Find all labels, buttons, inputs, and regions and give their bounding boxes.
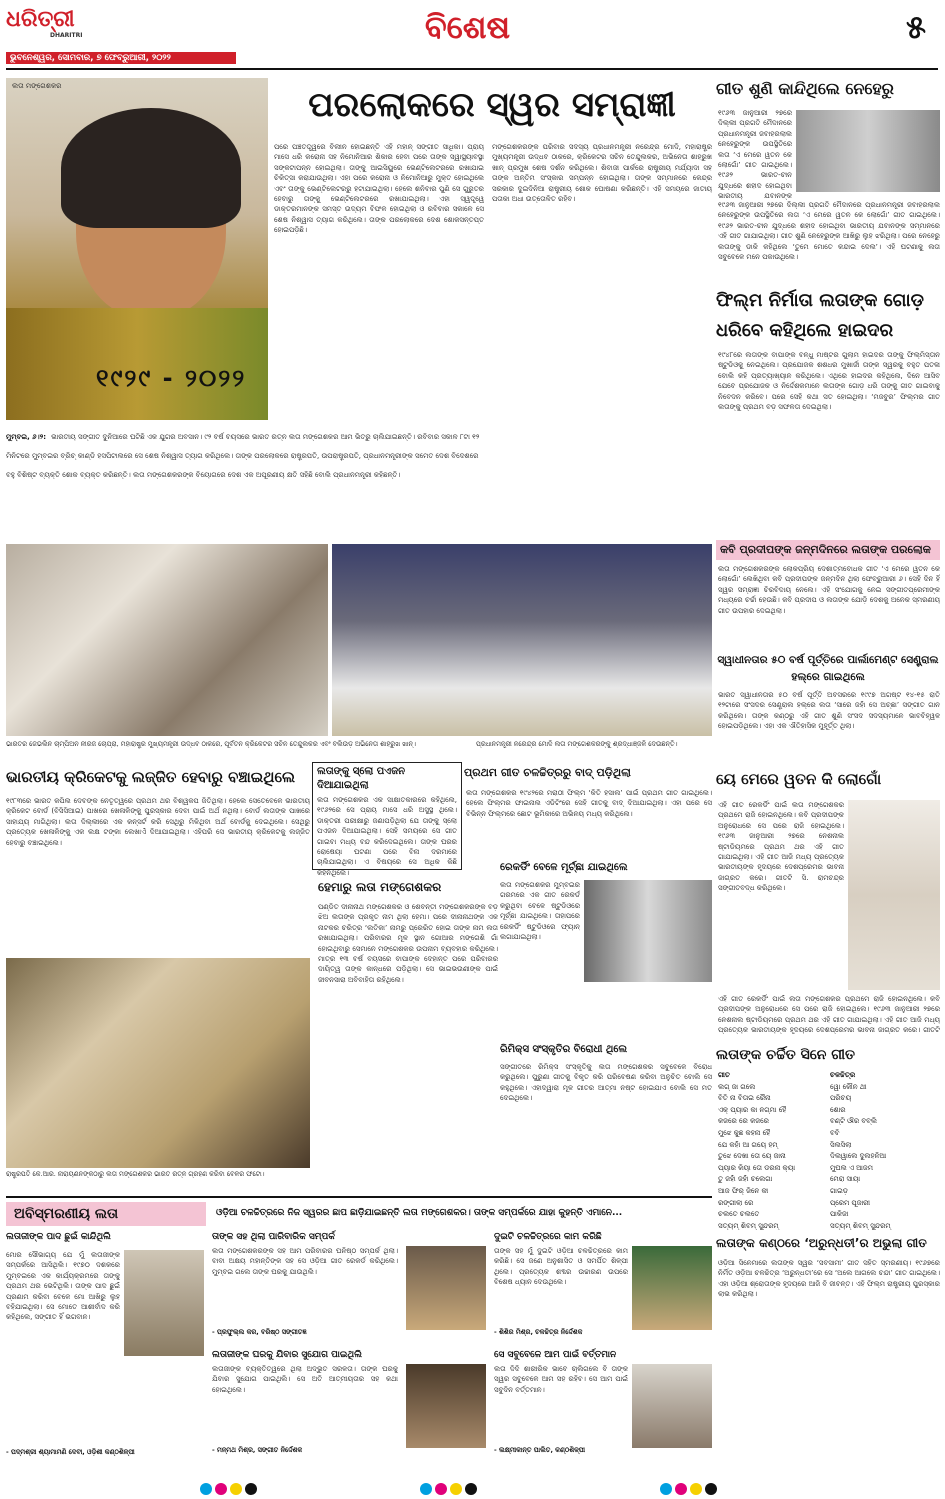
song-film: ବଣ୍ଟି ଔର ବବ୍‌ଲି	[830, 1117, 878, 1126]
song-title: ଯେ କହାଁ ଆ ଗୟେ ହମ୍	[718, 1140, 778, 1149]
logo-subtext: DHARITRI	[50, 32, 83, 39]
print-color-swatch	[245, 1483, 257, 1495]
lead-column-1: ପରେ ପଞ୍ଚତତ୍ତ୍ୱରେ ବିଲୀନ ହୋଇଛନ୍ତି ଏହି ମହାନ୍ ସଙ୍ଗୀତ ସାଧିକା। ପ୍ରାୟ ମାସେ ଧରି କରୋନା ସହ ନିମୋନିଆର ଶିକାର ହେବା ପରେ ତାଙ୍କ ସ୍ୱାସ୍ଥ୍ୟାବସ୍ଥା ସଙ୍କଟାପନ୍ନ ହୋଇଥିଲା। ତାଙ୍କୁ ଆଇସିୟୁରେ ଭେଣ୍ଟିଲେଟରରେ ରଖାଯାଇ ଚିକିତ୍ସା କରାଯାଉଥିଲା। ଏହା ପରେ କରୋନା ଓ ନିମୋନିଆରୁ ମୁକ୍ତ ହୋଇଥିଲେ ଏବଂ ତାଙ୍କୁ ଭେଣ୍ଟିଲେଟରରୁ ହଟାଯାଇଥିଲା। ହେଲେ ଶନିବାର ପୁଣି ସେ ଗୁରୁତର ହେବାରୁ ତାଙ୍କୁ ଭେଣ୍ଟିଲେଟରରେ ରଖାଯାଇଥିଲା। ଏହା ସ୍ୱତ୍ତ୍ୱେ ଡାକ୍ତରମାନଙ୍କ ସମସ୍ତ ଉଦ୍ୟମ ବିଫଳ ହୋଇଥିଲା ଓ ରବିବାର ସକାଳେ ସେ ଶେଷ ନିଶ୍ୱାସ ତ୍ୟାଗ କରିଥିଲେ। ତାଙ୍କ ପରଲୋକରେ ଦେଶ ଶୋକସନ୍ତପ୍ତ ହୋଇପଡ଼ିଛି।	[274, 143, 484, 235]
lead-dateline: ମୁମ୍ବଇ, ୬।୨:	[6, 433, 46, 441]
laxmikanta-palit-photo	[632, 1364, 712, 1448]
song-film: ସତ୍ୟମ୍ ଶିବମ୍ ସୁନ୍ଦରମ୍	[830, 1221, 891, 1230]
q2-byline: - ପ୍ରଫୁଲ୍ଲ କର, ବରିଷ୍ଠ ସଙ୍ଗୀତଜ୍ଞ	[212, 1328, 307, 1336]
shyamamani-photo	[124, 1250, 204, 1356]
arundhati-headline: ଲତାଙ୍କ କଣ୍ଠରେ ‘ଅରୁନ୍ଧତୀ’ର ଅଭୁଲା ଗୀତ	[716, 1236, 927, 1250]
q5-headline: ସେ ସବୁବେଳେ ଆମ ପାଇଁ ବର୍ତ୍ତମାନ	[494, 1350, 617, 1360]
remix-headline: ରିମିକ୍ସ ସଂସ୍କୃତିର ବିରୋଧୀ ଥିଲେ	[500, 1044, 628, 1055]
color-swatches-center	[420, 1480, 480, 1499]
song-row	[718, 1140, 940, 1152]
section-title: ବିଶେଷ	[424, 8, 511, 46]
first-song-headline: ପ୍ରଥମ ଗୀତ ଚଳଚ୍ଚିତ୍ରରୁ ବାଦ୍ ପଡ଼ିଥିଲା	[464, 766, 631, 779]
page-number: ୫	[906, 8, 926, 46]
song-row	[718, 1082, 940, 1094]
print-color-swatch	[660, 1483, 672, 1495]
poet-headline: କବି ପ୍ରଦୀପଙ୍କ ଜନ୍ମଦିନରେ ଲତାଙ୍କ ପରଲୋକ	[716, 540, 940, 560]
lata-singing-photo	[848, 800, 940, 990]
portrait-hair	[61, 108, 241, 228]
memories-banner: ଓଡ଼ିଆ ଚଳଚ୍ଚିତ୍ରରେ ନିଜ ସ୍ୱରର ଛାପ ଛାଡ଼ିଯାଇଛନ୍ତି ଲତା ମଙ୍ଗେଶକର। ତାଙ୍କ ସମ୍ପର୍କରେ ଯାହା କୁହନ୍ତି ଏମାନେ...	[216, 1208, 623, 1218]
bharat-ratna-award-photo	[6, 958, 310, 1168]
newspaper-logo	[6, 6, 106, 39]
song-row	[718, 1174, 940, 1186]
print-registration-strip	[0, 1476, 945, 1498]
modi-caption: ପ୍ରଧାନମନ୍ତ୍ରୀ ନରେନ୍ଦ୍ର ମୋଦି ଲତା ମଙ୍ଗେଶକରଙ୍କୁ ଶ୍ରଦ୍ଧାଞ୍ଜଳି ଦେଉଛନ୍ତି।	[476, 740, 678, 748]
recording-photo	[584, 880, 712, 982]
lata-portrait-photo	[6, 78, 268, 420]
remix-text: ସଙ୍ଗୀତରେ ରିମିକ୍ସ ସଂସ୍କୃତିକୁ ଲତା ମଙ୍ଗେଶକର ସବୁବେଳେ ବିରୋଧ କରୁଥିଲେ। ପୁରୁଣା ଗୀତକୁ ବିକୃତ କରି ପରିବେଷଣ କରିବା ଅନୁଚିତ ବୋଲି ସେ କହୁଥିଲେ। ଏହାଦ୍ୱାରା ମୂଳ ଗୀତର ଆତ୍ମା ନଷ୍ଟ ହୋଇଯାଏ ବୋଲି ସେ ମତ ଦେଇଥିଲେ।	[500, 1063, 712, 1103]
q2-text: ଲତା ମଙ୍ଗେଶକରଙ୍କ ସହ ଆମ ପରିବାରର ଘନିଷ୍ଠ ସମ୍ପର୍କ ଥିଲା। ବାବା ଅକ୍ଷୟ ମହାନ୍ତିଙ୍କ ସହ ସେ ଓଡ଼ିଆ ଗୀତ ରେକର୍ଡ କରିଥିଲେ। ମୁମ୍ବଇ ଗଲେ ତାଙ୍କ ଘରକୁ ଯାଉଥିଲି।	[212, 1247, 398, 1276]
song-film: ଦିଲୱାଲେ ଦୁଲହନିଆ	[830, 1152, 887, 1161]
cricket-headline: ଭାରତୀୟ କ୍ରିକେଟକୁ ଲଜ୍ଜିତ ହେବାରୁ ବଞ୍ଚାଇଥିଲେ	[6, 768, 296, 786]
quote-1	[6, 1230, 206, 1462]
q1-byline: - ପଦ୍ମଶ୍ରୀ ଶ୍ୟାମାମଣି ଦେବୀ, ଓଡ଼ିଶୀ କଣ୍ଠଶିଳ୍ପୀ	[6, 1448, 135, 1456]
modi-tribute-photo	[332, 544, 712, 736]
vatan-headline: ୟେ ମେରେ ୱତନ କି ଲୋଗୋଁ	[716, 770, 882, 788]
song-title: ଲଗ୍ ଜା ଗଲେ	[718, 1082, 756, 1091]
song-row	[718, 1093, 940, 1105]
song-title: ତୁଝେ ଦେଖା ତୋ ୟେ ଜାନା	[718, 1152, 786, 1161]
film-producer-text: ୧୯୪୮ରେ ଲତାଙ୍କ ବାପାଙ୍କ ବନ୍ଧୁ ମାଷ୍ଟର ଗୁଲାମ ହାଇଦର ତାଙ୍କୁ ଫିଲ୍ମିସ୍ତାନ ଷ୍ଟୁଡିଓକୁ ନେଇଥିଲେ। ପ୍ରଯୋଜକ ଶଶଧର ମୁଖାର୍ଜୀ ତାଙ୍କ ସ୍ୱରକୁ ବହୁତ ପତଳା ବୋଲି କହି ପ୍ରତ୍ୟାଖ୍ୟାନ କରିଥିଲେ। ଏଥିରେ ହାଇଦର କହିଥିଲେ, ଦିନେ ଆସିବ ଯେବେ ପ୍ରଯୋଜକ ଓ ନିର୍ଦ୍ଦେଶକମାନେ ଲତାଙ୍କ ଗୋଡ଼ ଧରି ତାଙ୍କୁ ଗୀତ ଗାଇବାକୁ ନିବେଦନ କରିବେ। ପରେ ସେହି କଥା ସତ ହୋଇଥିଲା। ‘ମଜବୁର’ ଫିଲ୍ମର ଗୀତ ଲତାଙ୍କୁ ପ୍ରଥମ ବଡ଼ ସଫଳତା ଦେଇଥିଲା।	[718, 351, 940, 412]
songs-rows	[718, 1082, 940, 1233]
slow-poison-text: ଲତା ମଙ୍ଗେଶକର ଏକ ସାକ୍ଷାତକାରରେ କହିଥିଲେ, ୧୯୬୨ରେ ସେ ପ୍ରାୟ ମାସେ ଧରି ଅସୁସ୍ଥ ଥିଲେ। ଡାକ୍ତରୀ ପରୀକ୍ଷାରୁ ଜଣାପଡ଼ିଥିଲା ଯେ ତାଙ୍କୁ ସ୍ଲୋ ପଏଜନ ଦିଆଯାଇଥିଲା। ସେହି ସମୟରେ ସେ ଗୀତ ଗାଇବା ମଧ୍ୟ ବନ୍ଦ କରିଦେଇଥିଲେ। ତାଙ୍କ ଘରର ରୋଷେୟା ଘଟଣା ପରେ ବିନା ଦରମାରେ ଚାଲିଯାଇଥିଲା। ଏ ବିଷୟରେ ସେ ଅଧିକ କିଛି କହିନଥିଲେ।	[317, 796, 457, 877]
song-film: ମେରା ସାୟା	[830, 1175, 861, 1184]
film-producer-headline: ଫିଲ୍ମ ନିର୍ମାତା ଲତାଙ୍କ ଗୋଡ଼ ଧରିବେ କହିଥିଲେ ହାଇଦର	[716, 290, 924, 341]
nehru-text-narrow: ୧୯୬୩ ଜାନୁଆରୀ ୨୭ରେ ଦିଲ୍ଲୀ ପ୍ରଗତି ମୈଦାନରେ ପ୍ରଧାନମନ୍ତ୍ରୀ ଜବାହରଲାଲ ନେହେରୁଙ୍କ ଉପସ୍ଥିତିରେ ଲତା ‘ଏ ମେରେ ୱତନ କେ ଲୋଗୋଁ’ ଗୀତ ଗାଇଥିଲେ। ୧୯୬୨ ଭାରତ-ଚୀନ ଯୁଦ୍ଧରେ ଶହୀଦ ହୋଇଥିବା ଭାରତୀୟ ଯବାନଙ୍କ	[718, 109, 792, 200]
song-row	[718, 1198, 940, 1210]
mourners-caption: ଭାରତର ଜେଭଲିନ ଚାମ୍ପିଅନ ନୀରଜ ଚୋପ୍ରା, ମହାରାଷ୍ଟ୍ର ମୁଖ୍ୟମନ୍ତ୍ରୀ ଉଦ୍ଧବ ଠାକରେ, ପୂର୍ବତନ କ୍ରିକେଟର ସଚିନ ତେନ୍ଦୁଲକର ଏବଂ ବଲିଉଡ଼ ଅଭିନେତା ଶାହରୁଖ ଖାନ୍।	[6, 740, 416, 748]
song-film: ପ୍ରେମ ପୂଜାରୀ	[830, 1198, 871, 1207]
song-film: ପାକିଜା	[830, 1210, 849, 1219]
q4-headline: ଦୁଇଟି ଚଳଚ୍ଚିତ୍ରରେ କାମ କରିଛି	[494, 1232, 602, 1242]
award-caption: ରାଷ୍ଟ୍ରପତି କେ.ଆର. ନାରାୟଣନଙ୍କଠାରୁ ଲତା ମଙ୍ଗେଶକର ଭାରତ ରତ୍ନ ଗ୍ରହଣ କରିବା ବେଳର ଫଟୋ।	[6, 1170, 265, 1178]
mourners-photo	[6, 544, 328, 736]
vatan-text: ଏହି ଗୀତ ରେକର୍ଡିଂ ପାଇଁ ଲତା ମଙ୍ଗେଶକର ପ୍ରଥମେ ରାଜି ହୋଇନଥିଲେ। କବି ପ୍ରଦୀପଙ୍କ ଅନୁରୋଧରେ ସେ ପରେ ରାଜି ହୋଇଥିଲେ। ୧୯୬୩ ଜାନୁଆରୀ ୨୭ରେ ନେଶନାଲ ଷ୍ଟାଡିୟମରେ ପ୍ରଥମ ଥର ଏହି ଗୀତ ଗାଯାଇଥିଲା। ଏହି ଗୀତ ଆଜି ମଧ୍ୟ ପ୍ରତ୍ୟେକ ଭାରତୀୟଙ୍କ ହୃଦୟରେ ଦେଶପ୍ରେମର ଭାବନା ଜାଗ୍ରତ କରେ। ଗୀତଟି ସି. ରାମଚନ୍ଦ୍ର ସଙ୍ଗୀତବଦ୍ଧ କରିଥିଲେ।	[718, 801, 844, 893]
print-color-swatch	[230, 1483, 242, 1495]
quote-5	[494, 1348, 712, 1462]
song-film: ଗାଇଡ଼	[830, 1186, 848, 1195]
q1-text: ମୋର ସୌଭାଗ୍ୟ ଯେ ମୁଁ ଲତାଜୀଙ୍କ ସମ୍ପର୍କରେ ଆସିଥିଲି। ୧୯୭୦ ଦଶକରେ ମୁମ୍ବଇରେ ଏକ କାର୍ଯ୍ୟକ୍ରମରେ ତାଙ୍କୁ ପ୍ରଥମ ଥର ଭେଟିଥିଲି। ତାଙ୍କ ପାଦ ଛୁଇଁ ପ୍ରଣାମ କରିବା ବେଳେ ମୋ ଆଖିରୁ ଲୁହ ବହିଯାଇଥିଲା। ସେ ମୋତେ ଆଶୀର୍ବାଦ କରି କହିଥିଲେ, ସଙ୍ଗୀତ ହିଁ ଭଗବାନ।	[6, 1251, 120, 1322]
photo-label: ଲତା ମଙ୍ଗେଶକର	[12, 82, 62, 90]
q5-byline: - ଲକ୍ଷ୍ମୀକାନ୍ତ ପାଲିତ, କଣ୍ଠଶିଳ୍ପୀ	[494, 1446, 586, 1454]
song-title: ଚଲତେ ଚଲତେ	[718, 1210, 760, 1219]
song-film: ୱୋ କୌନ ଥୀ	[830, 1082, 867, 1091]
lead-headline: ପରଲୋକରେ ସ୍ୱର ସମ୍ରାଜ୍ଞୀ	[308, 85, 676, 125]
song-title: ଆଜ ଫିର୍ ଜିନେ କୀ	[718, 1186, 769, 1195]
print-color-swatch	[705, 1483, 717, 1495]
record-headline: ରେକର୍ଡିଂ ବେଳେ ମୂର୍ଚ୍ଛା ଯାଇଥିଲେ	[500, 862, 628, 873]
vatan-text-cont: ଏହି ଗୀତ ରେକର୍ଡିଂ ପାଇଁ ଲତା ମଙ୍ଗେଶକର ପ୍ରଥମେ ରାଜି ହୋଇନଥିଲେ। କବି ପ୍ରଦୀପଙ୍କ ଅନୁରୋଧରେ ସେ ପରେ ରାଜି ହୋଇଥିଲେ। ୧୯୬୩ ଜାନୁଆରୀ ୨୭ରେ ନେଶନାଲ ଷ୍ଟାଡିୟମରେ ପ୍ରଥମ ଥର ଏହି ଗୀତ ଗାଯାଇଥିଲା। ଏହି ଗୀତ ଆଜି ମଧ୍ୟ ପ୍ରତ୍ୟେକ ଭାରତୀୟଙ୍କ ହୃଦୟରେ ଦେଶପ୍ରେମର ଭାବନା ଜାଗ୍ରତ କରେ। ଗୀତଟି	[718, 995, 940, 1035]
logo-text: ଧରିତ୍ରୀ	[6, 6, 75, 32]
dateline: ଭୁବନେଶ୍ୱର, ସୋମବାର, ୭ ଫେବ୍ରୁଆରୀ, ୨୦୨୨	[6, 52, 236, 64]
song-row	[718, 1209, 940, 1221]
song-title: ମୁଝେ କୁଛ କହନା ହୈ	[718, 1128, 771, 1137]
poet-text: ଲତା ମଙ୍ଗେଶକରଙ୍କ ଲୋକପ୍ରିୟ ଦେଶାତ୍ମବୋଧକ ଗୀତ ‘ଏ ମେରେ ୱତନ କେ ଲୋଗୋଁ’ ଲେଖିଥିବା କବି ପ୍ରଦୀପଙ୍କ ଜନ୍ମଦିନ ଥିଲା ଫେବ୍ରୁଆରୀ ୬। ସେହି ଦିନ ହିଁ ସ୍ୱର ସମ୍ରାଜ୍ଞୀ ଚିରବିଦାୟ ନେଲେ। ଏହି ସଂଯୋଗକୁ ନେଇ ସଙ୍ଗୀତପ୍ରେମୀଙ୍କ ମଧ୍ୟରେ ଚର୍ଚ୍ଚା ହେଉଛି। କବି ପ୍ରଦୀପ ଓ ଲତାଙ୍କ ଯୋଡ଼ି ଦେଶକୁ ଅନେକ ସ୍ମରଣୀୟ ଗୀତ ଉପହାର ଦେଇଥିଲା।	[718, 565, 940, 615]
q4-byline: - ଶିଶିର ମିଶ୍ର, ଚଳଚ୍ଚିତ୍ର ନିର୍ଦ୍ଦେଶକ	[494, 1328, 583, 1336]
songs-col-song: ଗୀତ	[718, 1071, 730, 1079]
song-title: ବିତି ନା ବିତାଇ ରୈନା	[718, 1094, 771, 1103]
manmath-mishra-photo	[406, 1364, 486, 1448]
print-color-swatch	[200, 1483, 212, 1495]
song-film: ମୁଘଲ ଏ ଆଜମ	[830, 1163, 873, 1172]
lead-column-2: ମଙ୍ଗେଶକରଙ୍କ ପରିବାର ସଦସ୍ୟ ପ୍ରଧାନମନ୍ତ୍ରୀ ନରେନ୍ଦ୍ର ମୋଦି, ମହାରାଷ୍ଟ୍ର ମୁଖ୍ୟମନ୍ତ୍ରୀ ଉଦ୍ଧବ ଠାକରେ, କ୍ରିକେଟର ସଚିନ ତେନ୍ଦୁଲକର, ଅଭିନେତା ଶାହରୁଖ ଖାନ୍ ପ୍ରମୁଖ ଶେଷ ଦର୍ଶନ କରିଥିଲେ। ଶିବାଜୀ ପାର୍କରେ ରାଷ୍ଟ୍ରୀୟ ମର୍ଯ୍ୟାଦା ସହ ତାଙ୍କ ଅନ୍ତିମ ସଂସ୍କାର ସମ୍ପନ୍ନ ହୋଇଥିଲା। ତାଙ୍କ ସମ୍ମାନରେ କେନ୍ଦ୍ର ସରକାର ଦୁଇଦିନିଆ ରାଷ୍ଟ୍ରୀୟ ଶୋକ ଘୋଷଣା କରିଛନ୍ତି। ଏହି ସମୟରେ ଜାତୀୟ ପତାକା ଅଧା ଉତ୍ତୋଳିତ ରହିବ।	[492, 143, 712, 204]
song-title: କଜରେ ରେ କଜରେ	[718, 1117, 769, 1126]
parliament-text: ଭାରତ ସ୍ୱାଧୀନତାର ୫୦ ବର୍ଷ ପୂର୍ତ୍ତି ଅବସରରେ ୧୯୯୭ ଅଗଷ୍ଟ ୧୪-୧୫ ରାତି ୧୨ଟାରେ ସଂସଦର ସେଣ୍ଟ୍ରାଲ ହଲ୍‌ରେ ଲତା ‘ସାରେ ଜହାଁ ସେ ଅଚ୍ଛା’ ସଙ୍ଗୀତ ଗାନ କରିଥିଲେ। ତାଙ୍କ କଣ୍ଠରୁ ଏହି ଗୀତ ଶୁଣି ସଂସଦ ସଦସ୍ୟମାନେ ଭାବବିହ୍ୱଳ ହୋଇପଡ଼ିଥିଲେ। ଏହା ଏକ ଐତିହାସିକ ମୁହୂର୍ତ୍ତ ଥିଲା।	[718, 691, 940, 731]
song-row	[718, 1128, 940, 1140]
color-swatches-left	[200, 1480, 260, 1499]
color-swatches-right	[660, 1480, 720, 1499]
q3-text: ଲତାଜୀଙ୍କ ବ୍ୟକ୍ତିତ୍ୱରେ ଥିଲା ଅଦ୍ଭୁତ ସରଳତା। ତାଙ୍କ ଘରକୁ ଯିବାର ସୁଯୋଗ ପାଇଥିଲି। ସେ ଅତି ଆତ୍ମୀୟତାର ସହ କଥା ହୋଇଥିଲେ।	[212, 1365, 398, 1394]
song-title: ରଙ୍ଗୀଲା ରେ	[718, 1198, 754, 1207]
quote-4	[494, 1230, 712, 1344]
nehru-headline: ଗୀତ ଶୁଣି କାନ୍ଦିଥିଲେ ନେହେରୁ	[716, 79, 894, 98]
sisir-mishra-photo	[632, 1246, 712, 1330]
print-color-swatch	[420, 1483, 432, 1495]
song-film: ସିଲସିଲା	[830, 1140, 852, 1149]
songs-col-film: ଚଳଚ୍ଚିତ୍ର	[830, 1071, 856, 1079]
arundhati-text: ଓଡ଼ିଆ ସିନେମାରେ ଲତାଙ୍କ ସ୍ୱର ‘ସବସାମୀ’ ଗୀତ ସହିତ ସ୍ମରଣୀୟ। ୧୯୬୭ରେ ନିର୍ମିତ ଓଡ଼ିଆ ଚଳଚ୍ଚିତ୍ର ‘ଅରୁନ୍ଧତୀ’ରେ ସେ ‘ଅଲେ ଆଗଲେ ଚନ୍ଦା’ ଗୀତ ଗାଇଥିଲେ। ଏହା ଓଡ଼ିଆ ଶ୍ରୋତାଙ୍କ ହୃଦୟରେ ଆଜି ବି ଜୀବନ୍ତ। ଏହି ଫିଲ୍ମ ରାଷ୍ଟ୍ରୀୟ ପୁରସ୍କାର ଲାଭ କରିଥିଲା।	[718, 1259, 940, 1299]
quote-2	[212, 1230, 488, 1344]
quote-3	[212, 1348, 488, 1462]
q2-headline: ତାଙ୍କ ସହ ଥିଲା ପାରିବାରିକ ସମ୍ପର୍କ	[212, 1232, 335, 1242]
songs-headline: ଲତାଙ୍କ ଚର୍ଚ୍ଚିତ ସିନେ ଗୀତ	[716, 1047, 856, 1063]
song-title: ସତ୍ୟମ୍ ଶିବମ୍ ସୁନ୍ଦରମ୍	[718, 1221, 779, 1230]
memories-section-title: ଅବିସ୍ମରଣୀୟ ଲତା	[6, 1202, 206, 1226]
song-title: ପ୍ୟାର କିୟା ତୋ ଡରନା କ୍ୟା	[718, 1163, 796, 1172]
nehru-text: ୧୯୬୩ ଜାନୁଆରୀ ୨୭ରେ ଦିଲ୍ଲୀ ପ୍ରଗତି ମୈଦାନରେ ପ୍ରଧାନମନ୍ତ୍ରୀ ଜବାହରଲାଲ ନେହେରୁଙ୍କ ଉପସ୍ଥିତିରେ ଲତା ‘ଏ ମେରେ ୱତନ କେ ଲୋଗୋଁ’ ଗୀତ ଗାଇଥିଲେ। ୧୯୬୨ ଭାରତ-ଚୀନ ଯୁଦ୍ଧରେ ଶହୀଦ ହୋଇଥିବା ଭାରତୀୟ ଯବାନଙ୍କ ସମ୍ମାନରେ ଏହି ଗୀତ ଗାଯାଇଥିଲା। ଗୀତ ଶୁଣି ନେହେରୁଙ୍କ ଆଖିରୁ ଲୁହ ଝରିଥିଲା। ପରେ ନେହେରୁ ଲତାଙ୍କୁ ଡାକି କହିଥିଲେ ‘ତୁମେ ମୋତେ କନ୍ଦାଇ ଦେଲ’। ଏହି ଘଟଣାକୁ ଲତା ସବୁବେଳେ ମନେ ପକାଉଥିଲେ।	[718, 201, 940, 262]
years-label: ୧୯୨୯ - ୨୦୨୨	[96, 364, 247, 392]
song-row	[718, 1105, 940, 1117]
slow-poison-headline: ଲତାଙ୍କୁ ସ୍ଲୋ ପଏଜନ ଦିଆଯାଇଥିଲା	[317, 766, 406, 791]
q4-text: ତାଙ୍କ ସହ ମୁଁ ଦୁଇଟି ଓଡ଼ିଆ ଚଳଚ୍ଚିତ୍ରରେ କାମ କରିଛି। ସେ ଜଣେ ଅନୁଶାସିତ ଓ ସମର୍ପିତ ଶିଳ୍ପୀ ଥିଲେ। ପ୍ରତ୍ୟେକ ଶବ୍ଦର ଉଚ୍ଚାରଣ ଉପରେ ବିଶେଷ ଧ୍ୟାନ ଦେଉଥିଲେ।	[494, 1247, 628, 1287]
q3-headline: ଲତାଜୀଙ୍କ ଘରକୁ ଯିବାର ସୁଯୋଗ ପାଇଥିଲି	[212, 1350, 362, 1360]
nehru-lata-photo	[796, 110, 940, 192]
q1-headline: ଲତାଜୀଙ୍କ ପାଦ ଛୁଇଁ କାନ୍ଦିଥିଲି	[6, 1232, 111, 1242]
print-color-swatch	[465, 1483, 477, 1495]
songs-list	[718, 1070, 940, 1230]
song-film: ଶୋର	[830, 1105, 846, 1114]
song-title: ତୁ ଜହାଁ ଜହାଁ ଚଲେଗା	[718, 1175, 773, 1184]
q3-byline: - ମନ୍ମଥ ମିଶ୍ର, ସଙ୍ଗୀତ ନିର୍ଦ୍ଦେଶକ	[212, 1446, 303, 1454]
song-row	[718, 1163, 940, 1175]
first-song-text: ଲତା ମଙ୍ଗେଶକର ୧୯୪୨ରେ ମରାଠୀ ଫିଲ୍ମ ‘କିତି ହସାଲ’ ପାଇଁ ପ୍ରଥମ ଗୀତ ଗାଇଥିଲେ। ହେଲେ ଫିଲ୍ମର ଫାଇନାଲ ଏଡିଟିଂରେ ସେହି ଗୀତକୁ ବାଦ୍ ଦିଆଯାଇଥିଲା। ଏହା ପରେ ସେ ବିଭିନ୍ନ ଫିଲ୍ମରେ ଛୋଟ ଭୂମିକାରେ ଅଭିନୟ ମଧ୍ୟ କରିଥିଲେ।	[466, 789, 712, 818]
print-color-swatch	[435, 1483, 447, 1495]
song-row	[718, 1186, 940, 1198]
lead-bottom-block	[6, 424, 486, 532]
print-color-swatch	[690, 1483, 702, 1495]
section-rule	[6, 1196, 712, 1198]
song-title: ଏକ୍ ପ୍ୟାର କା ନଗ୍‌ମା ହୈ	[718, 1105, 787, 1114]
song-row	[718, 1151, 940, 1163]
masthead-rule	[6, 68, 938, 70]
print-color-swatch	[215, 1483, 227, 1495]
song-film: ପରିଚୟ	[830, 1094, 852, 1103]
slow-poison-box	[312, 762, 462, 877]
parliament-headline: ସ୍ୱାଧୀନତାର ୫୦ ବର୍ଷ ପୂର୍ତ୍ତିରେ ପାର୍ଲାମେଣ୍ଟ ସେଣ୍ଟ୍ରାଲ ହଲ୍‌ରେ ଗାଇଥିଲେ	[717, 654, 939, 683]
q5-text: ଲତା ଦିଦି ଶାରୀରିକ ଭାବେ ଚାଲିଗଲେ ବି ତାଙ୍କ ସ୍ୱର ସବୁବେଳେ ଆମ ସହ ରହିବ। ସେ ଆମ ପାଇଁ ସବୁଦିନ ବର୍ତ୍ତମାନ।	[494, 1365, 628, 1394]
print-color-swatch	[450, 1483, 462, 1495]
song-film: ବବି	[830, 1128, 840, 1137]
song-row	[718, 1116, 940, 1128]
hema-text: ପଣ୍ଡିତ ଦୀନାନାଥ ମଙ୍ଗେଶକର ଓ ଶେବନ୍ତୀ ମଙ୍ଗେଶକରଙ୍କ ବଡ଼ ଝିଅ ଲତାଙ୍କ ପ୍ରକୃତ ନାମ ଥିଲା ହେମା। ପରେ ଦୀନାନାଥଙ୍କ ଏକ ନାଟକର ଚରିତ୍ର ‘ଲତିକା’ ନାମରୁ ପ୍ରେରିତ ହୋଇ ତାଙ୍କ ନାମ ଲତା ରଖାଯାଇଥିଲା। ପରିବାରର ମୂଳ ସ୍ଥାନ ଗୋଆର ମଙ୍ଗେଶି ଗାଁ ହୋଇଥିବାରୁ ସେମାନେ ମଙ୍ଗେଶକର ଉପନାମ ବ୍ୟବହାର କରିଥିଲେ। ମାତ୍ର ୧୩ ବର୍ଷ ବୟସରେ ବାପାଙ୍କ ଦେହାନ୍ତ ପରେ ପରିବାରର ଦାୟିତ୍ୱ ତାଙ୍କ କାନ୍ଧରେ ପଡ଼ିଥିଲା। ସେ ଭାଇଭଉଣୀଙ୍କ ପାଇଁ ଜୀବନସାରା ଅବିବାହିତା ରହିଥିଲେ।	[318, 903, 498, 984]
prafulla-kar-photo	[406, 1246, 486, 1330]
songs-header-row	[718, 1070, 940, 1082]
cricket-text: ୧୯୮୩ରେ ଭାରତ କପିଲ ଦେବଙ୍କ ନେତୃତ୍ୱରେ ପ୍ରଥମ ଥର ବିଶ୍ୱକପ ଜିତିଥିଲା। ହେଲେ ସେତେବେଳେ ଭାରତୀୟ କ୍ରିକେଟ ବୋର୍ଡ (ବିସିସିଆଇ) ପାଖରେ ଖେଳାଳିଙ୍କୁ ପୁରସ୍କାର ଦେବା ପାଇଁ ଅର୍ଥ ନଥିଲା। ବୋର୍ଡ ଲତାଙ୍କ ପାଖରେ ସାହାଯ୍ୟ ମାଗିଥିଲା। ଲତା ଦିଲ୍ଲୀରେ ଏକ କନ୍‌ସର୍ଟ କରି ସେଥିରୁ ମିଳିଥିବା ଅର୍ଥ ବୋର୍ଡକୁ ଦେଇଥିଲେ। ସେଥିରୁ ପ୍ରତ୍ୟେକ ଖେଳାଳିଙ୍କୁ ଏକ ଲକ୍ଷ ଟଙ୍କା ଲେଖାଏଁ ଦିଆଯାଇଥିଲା। ଏହିପରି ସେ ଭାରତୀୟ କ୍ରିକେଟକୁ ଲଜ୍ଜିତ ହେବାରୁ ବଞ୍ଚାଇଥିଲେ।	[6, 797, 310, 847]
print-color-swatch	[675, 1483, 687, 1495]
record-text: ଲତା ମଙ୍ଗେଶକର ମୁମ୍ବଇର ଗରମରେ ଏକ ଗୀତ ରେକର୍ଡ କରୁଥିବା ବେଳେ ଷ୍ଟୁଡିଓରେ ମୂର୍ଚ୍ଛା ଯାଇଥିଲେ। ତାହାପରେ ରେକର୍ଡିଂ ଷ୍ଟୁଡିଓରେ ଫ୍ୟାନ୍ ଲଗାଯାଇଥିଲା।	[500, 881, 580, 942]
lead-bottom-text: ଭାରତୀୟ ସଙ୍ଗୀତ ଦୁନିଆରେ ଘଟିଛି ଏକ ଯୁଗର ଅବସାନ। ୯୨ ବର୍ଷ ବୟସରେ ଭାରତ ରତ୍ନ ଲତା ମଙ୍ଗେଶକର ଆମ ଭିତରୁ ଚାଲିଯାଇଛନ୍ତି। ରବିବାର ସକାଳ ୮ଟା ୧୨ ମିନିଟରେ ମୁମ୍ବଇର ବ୍ରିଚ୍ କାଣ୍ଡି ହସପିଟାଲରେ ସେ ଶେଷ ନିଶ୍ୱାସ ତ୍ୟାଗ କରିଥିଲେ। ତାଙ୍କ ପରଲୋକରେ ରାଷ୍ଟ୍ରପତି, ଉପରାଷ୍ଟ୍ରପତି, ପ୍ରଧାନମନ୍ତ୍ରୀଙ୍କ ସମେତ ଦେଶ ବିଦେଶରେ ବହୁ ବିଶିଷ୍ଟ ବ୍ୟକ୍ତି ଶୋକ ବ୍ୟକ୍ତ କରିଛନ୍ତି। ଲତା ମଙ୍ଗେଶକରଙ୍କ ବିୟୋଗରେ ଦେଶ ଏକ ଅପୂରଣୀୟ କ୍ଷତି ସହିଛି ବୋଲି ପ୍ରଧାନମନ୍ତ୍ରୀ କହିଛନ୍ତି।	[6, 433, 480, 479]
hema-headline: ହେମାରୁ ଲତା ମଙ୍ଗେଶକର	[318, 880, 442, 894]
